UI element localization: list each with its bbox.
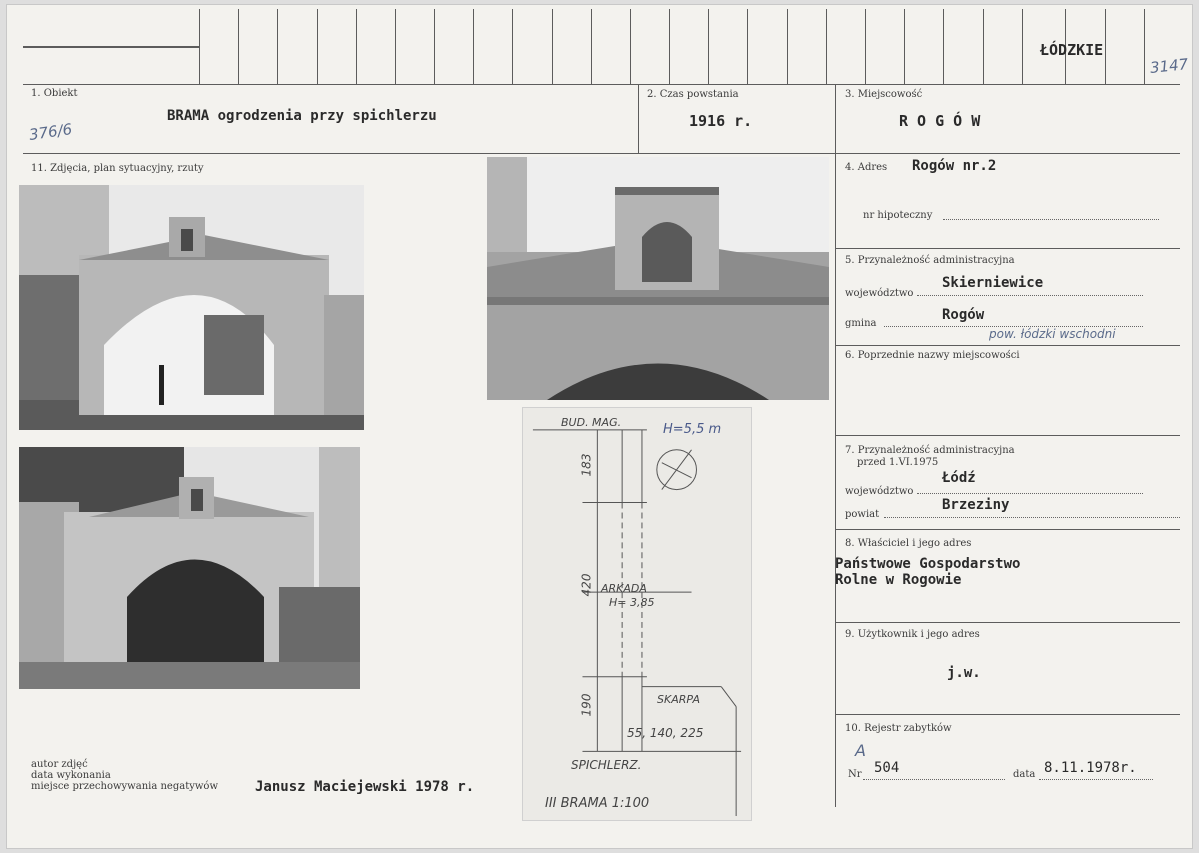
- admin-old-bottom-rule: [836, 529, 1180, 530]
- header-grid-line: [473, 9, 474, 85]
- header-rule: [23, 46, 199, 48]
- hipoteczny-line: [943, 219, 1159, 220]
- powiat-note: pow. łódzki wschodni: [989, 327, 1116, 341]
- plan-dim-183: 183: [579, 453, 594, 477]
- header-grid-line: [317, 9, 318, 85]
- photo-gate-front: [19, 185, 364, 430]
- inventory-card: [6, 4, 1193, 849]
- corner-note: 3147: [1149, 55, 1190, 77]
- header-grid-line: [238, 9, 239, 85]
- data-wykonania-label: data wykonania: [31, 770, 111, 781]
- plan-arkada-h: H= 3,85: [609, 596, 655, 609]
- site-plan-sketch: [522, 407, 752, 821]
- header-grid-line: [669, 9, 670, 85]
- zdjecia-label: 11. Zdjęcia, plan sytuacyjny, rzuty: [31, 163, 204, 174]
- old-powiat-value: Brzeziny: [942, 497, 1010, 513]
- admin-old-label2: przed 1.VI.1975: [857, 457, 939, 468]
- admin-old-label: 7. Przynależność administracyjna: [845, 445, 1015, 456]
- plan-dim-190: 190: [579, 693, 594, 717]
- plan-dim-420: 420: [579, 573, 594, 597]
- right-column-divider: [835, 85, 836, 807]
- autor-value: Janusz Maciejewski 1978 r.: [255, 779, 475, 795]
- uzytkownik-bottom-rule: [836, 714, 1180, 715]
- wlasciciel-label: 8. Właściciel i jego adres: [845, 538, 972, 549]
- uzytkownik-label: 9. Użytkownik i jego adres: [845, 629, 980, 640]
- header-grid-line: [983, 9, 984, 85]
- header-grid-line: [747, 9, 748, 85]
- header-grid-line: [826, 9, 827, 85]
- admin-label: 5. Przynależność administracyjna: [845, 255, 1015, 266]
- header-grid-line: [865, 9, 866, 85]
- admin-bottom-rule: [836, 345, 1180, 346]
- header-grid-line: [943, 9, 944, 85]
- row1-bottom-rule: [23, 153, 1180, 154]
- poprzednie-label: 6. Poprzednie nazwy miejscowości: [845, 350, 1020, 361]
- adres-label: 4. Adres: [845, 162, 888, 173]
- obiekt-note: 376/6: [27, 120, 74, 144]
- header-grid-line: [277, 9, 278, 85]
- plan-height: H=5,5 m: [663, 422, 722, 437]
- poprzednie-bottom-rule: [836, 435, 1180, 436]
- row1-divider-a: [638, 85, 639, 153]
- hipoteczny-label: nr hipoteczny: [863, 210, 933, 221]
- rejestr-nr-value: 504: [874, 760, 900, 776]
- header-grid-line: [434, 9, 435, 85]
- uzytkownik-value: j.w.: [947, 665, 981, 681]
- adres-value: Rogów nr.2: [912, 158, 997, 174]
- plan-dims-bottom: 55, 140, 225: [627, 726, 704, 740]
- miejscowosc-label: 3. Miejscowość: [845, 89, 923, 100]
- czas-value: 1916 r.: [689, 112, 753, 130]
- plan-skarpa: SKARPA: [657, 693, 700, 706]
- header-grid-line: [591, 9, 592, 85]
- header-grid-line: [552, 9, 553, 85]
- wlasciciel-line2: Rolne w Rogowie: [835, 572, 962, 588]
- plan-spichlerz: SPICHLERZ.: [571, 758, 642, 772]
- plan-bud-mag: BUD. MAG.: [561, 416, 622, 429]
- header-grid-line: [1144, 9, 1145, 85]
- obiekt-value: BRAMA ogrodzenia przy spichlerzu: [167, 108, 437, 124]
- rejestr-nr-line: [863, 779, 1005, 780]
- region-label: ŁÓDZKIE: [1040, 41, 1104, 59]
- header-grid-line: [787, 9, 788, 85]
- gmina-value: Rogów: [942, 307, 985, 323]
- wojewodztwo-line: [917, 295, 1143, 296]
- header-grid-line: [904, 9, 905, 85]
- header-bottom-rule: [23, 84, 1180, 85]
- wojewodztwo-label: województwo: [845, 288, 914, 299]
- autor-label: autor zdjęć: [31, 759, 88, 770]
- header-grid-line: [1022, 9, 1023, 85]
- miejscowosc-value: R O G Ó W: [899, 112, 981, 130]
- photo-gate-rear: [19, 447, 360, 689]
- wojewodztwo-value: Skierniewice: [942, 275, 1044, 291]
- czas-label: 2. Czas powstania: [647, 89, 739, 100]
- negatywy-label: miejsce przechowywania negatywów: [31, 781, 218, 792]
- header-grid-line: [356, 9, 357, 85]
- photo-gate-detail: [487, 157, 829, 400]
- rejestr-nr-label: Nr: [848, 769, 862, 780]
- header-grid-line: [395, 9, 396, 85]
- rejestr-label: 10. Rejestr zabytków: [845, 723, 952, 734]
- header-grid-line: [708, 9, 709, 85]
- header-grid-line: [199, 9, 200, 85]
- gmina-label: gmina: [845, 318, 877, 329]
- rejestr-data-label: data: [1013, 769, 1036, 780]
- old-powiat-line: [884, 517, 1180, 518]
- obiekt-label: 1. Obiekt: [31, 88, 78, 99]
- wlasciciel-bottom-rule: [836, 622, 1180, 623]
- rejestr-data-line: [1039, 779, 1153, 780]
- old-wojewodztwo-label: województwo: [845, 486, 914, 497]
- rejestr-data-value: 8.11.1978r.: [1044, 760, 1137, 776]
- plan-title: III BRAMA 1:100: [545, 796, 650, 811]
- plan-arkada: ARKADA: [601, 582, 647, 595]
- old-wojewodztwo-line: [917, 493, 1143, 494]
- old-wojewodztwo-value: Łódź: [942, 470, 976, 486]
- wlasciciel-line1: Państwowe Gospodarstwo: [835, 556, 1021, 572]
- header-grid-line: [1105, 9, 1106, 85]
- header-grid-line: [512, 9, 513, 85]
- adres-bottom-rule: [836, 248, 1180, 249]
- old-powiat-label: powiat: [845, 509, 880, 520]
- header-grid-line: [630, 9, 631, 85]
- rejestr-nr-prefix: A: [855, 741, 866, 760]
